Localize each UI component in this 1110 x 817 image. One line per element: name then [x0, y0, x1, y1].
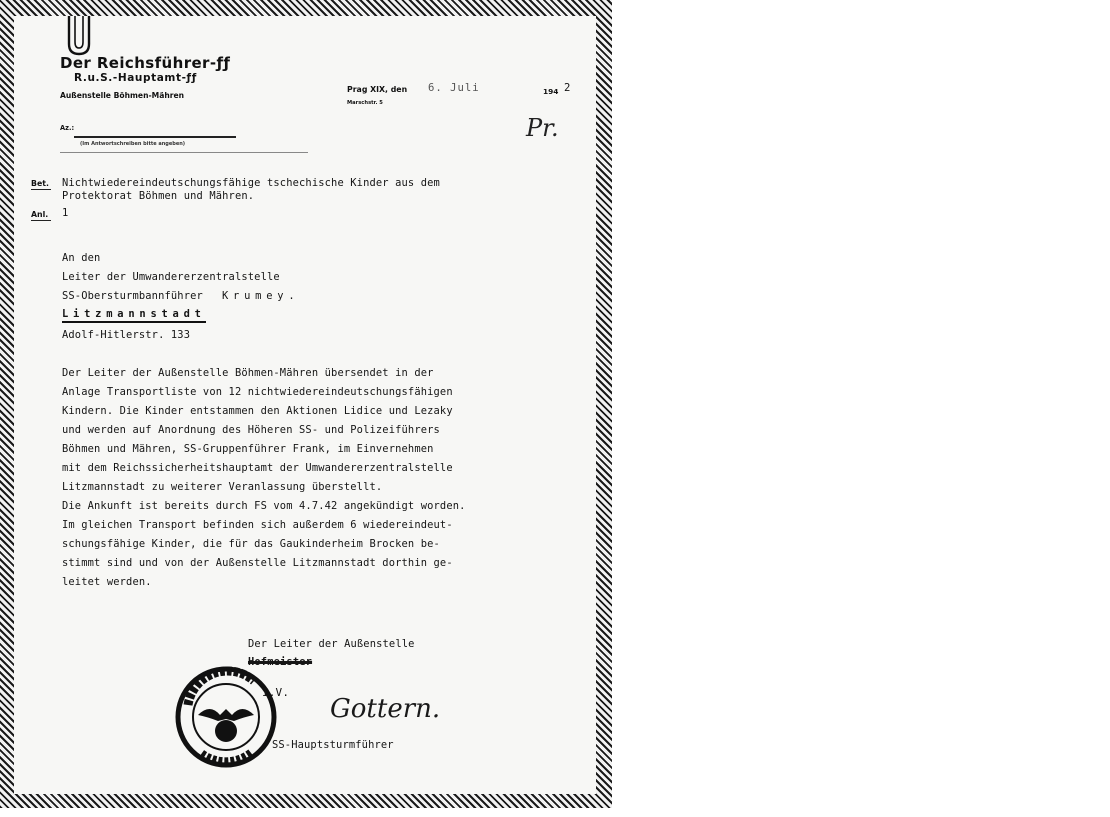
recipient-city: Litzmannstadt — [62, 308, 206, 323]
reference-note: (Im Antwortschreiben bitte angeben) — [80, 141, 186, 147]
subject-line-2: Protektorat Böhmen und Mähren. — [62, 190, 255, 202]
reference-underline — [60, 152, 308, 153]
reference-line — [74, 136, 236, 138]
closing-struck-name: Hofmeister — [248, 656, 313, 668]
subject-line-1: Nichtwiedereindeutschungsfähige tschechische Kinder aus dem — [62, 177, 440, 189]
signatory-rank: SS-Hauptsturmführer — [272, 739, 394, 751]
body-line: Kindern. Die Kinder entstammen den Aktionen Lidice und Lezaky — [62, 405, 453, 417]
recipient-line-1: An den — [62, 252, 101, 264]
body-line: Die Ankunft ist bereits durch FS vom 4.7.42 angekündigt worden. — [62, 500, 466, 512]
typed-date: 6. Juli — [428, 82, 480, 94]
closing-title: Der Leiter der Außenstelle — [248, 638, 415, 650]
letterhead-title: Der Reichsführer-ƒƒ — [60, 54, 231, 72]
handwritten-initials: Pr. — [526, 114, 559, 142]
body-line: schungsfähige Kinder, die für das Gaukinderheim Brocken be- — [62, 538, 440, 550]
recipient-street: Adolf-Hitlerstr. 133 — [62, 329, 191, 341]
attachment-label: Anl. — [31, 210, 49, 219]
body-line: Anlage Transportliste von 12 nichtwiedereindeutschungsfähigen — [62, 386, 453, 398]
year-prefix: 194 — [543, 87, 559, 96]
year-digit: 2 — [564, 82, 571, 94]
recipient-rank: SS-Obersturmbannführer — [62, 290, 203, 302]
subject-label: Bet. — [31, 179, 49, 188]
subject-label-underline — [31, 189, 51, 190]
body-line: stimmt sind und von der Außenstelle Litzmannstadt dorthin ge- — [62, 557, 453, 569]
iv-marker: I.V. — [262, 686, 290, 699]
street-address: Marschstr. 5 — [347, 100, 383, 106]
body-line: Litzmannstadt zu weiterer Veranlassung überstellt. — [62, 481, 383, 493]
body-line: Böhmen und Mähren, SS-Gruppenführer Frank, im Einvernehmen — [62, 443, 434, 455]
recipient-name: Krumey. — [222, 290, 300, 302]
body-line: leitet werden. — [62, 576, 152, 588]
letterhead-branch: Außenstelle Böhmen-Mähren — [60, 91, 185, 100]
handwritten-signature: Gottern. — [330, 694, 441, 724]
attachment-count: 1 — [62, 207, 69, 219]
recipient-line-2: Leiter der Umwandererzentralstelle — [62, 271, 280, 283]
letterhead-office: R.u.S.-Hauptamt-ƒƒ — [74, 72, 197, 84]
body-line: Im gleichen Transport befinden sich außerdem 6 wiedereindeut- — [62, 519, 453, 531]
letterhead-mark-icon — [64, 16, 94, 58]
place-date-prefix: Prag XIX, den — [347, 85, 408, 94]
body-line: mit dem Reichssicherheitshauptamt der Umwandererzentralstelle — [62, 462, 453, 474]
body-line: Der Leiter der Außenstelle Böhmen-Mähren übersendet in der — [62, 367, 434, 379]
attachment-label-underline — [31, 220, 51, 221]
reference-label: Az.: — [60, 124, 75, 132]
official-stamp-seal-icon — [174, 665, 278, 769]
letter-page — [14, 16, 596, 794]
body-line: und werden auf Anordnung des Höheren SS- und Polizeiführers — [62, 424, 440, 436]
